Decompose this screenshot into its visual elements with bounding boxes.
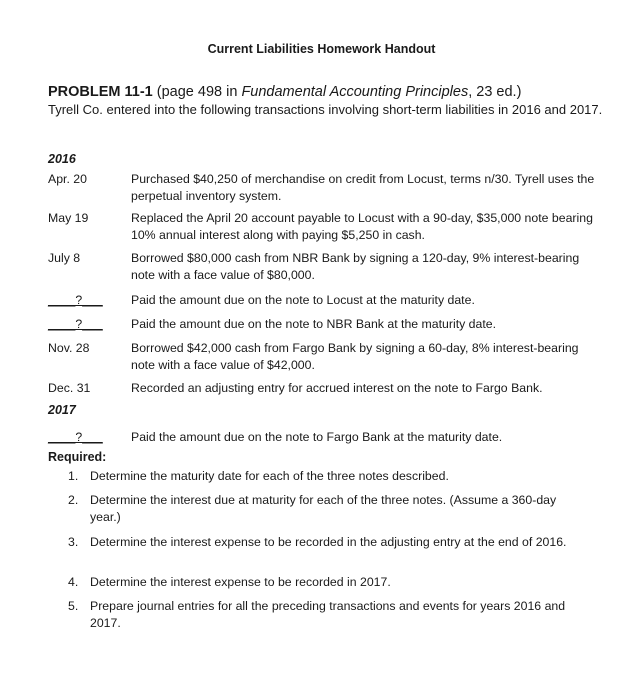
required-item-text: Determine the interest expense to be recorded in 2017. xyxy=(90,575,391,589)
problem-ref-after: , 23 ed.) xyxy=(468,84,522,100)
book-title: Fundamental Accounting Principles xyxy=(241,84,469,100)
required-item-text: Determine the interest due at maturity for each of the three notes. (Assume a 360-day year.) xyxy=(90,493,557,524)
transaction-text: Borrowed $80,000 cash from NBR Bank by signing a 120-day, 9% interest-bearing note with a face value of $80,000. xyxy=(131,251,580,282)
required-item-number: 4. xyxy=(68,575,79,589)
transaction-text: Paid the amount due on the note to Locust at the maturity date. xyxy=(131,293,475,307)
transaction-date-blank: ____?___ xyxy=(48,430,103,444)
problem-heading xyxy=(48,84,608,101)
problem-ref-before: (page 498 in xyxy=(152,84,242,100)
transaction-text: Borrowed $42,000 cash from Fargo Bank by signing a 60-day, 8% interest-bearing note with a face value of $42,000. xyxy=(131,341,579,372)
required-item-text: Determine the interest expense to be recorded in the adjusting entry at the end of 2016. xyxy=(90,535,567,549)
transaction-text: Recorded an adjusting entry for accrued interest on the note to Fargo Bank. xyxy=(131,381,543,395)
year-heading-2017: 2017 xyxy=(48,403,76,417)
required-item-number: 5. xyxy=(68,599,79,613)
transaction-date: Apr. 20 xyxy=(48,172,87,186)
problem-label: PROBLEM 11-1 xyxy=(48,84,153,100)
document-title: Current Liabilities Homework Handout xyxy=(207,42,436,56)
problem-header xyxy=(48,84,608,118)
transaction-text: Paid the amount due on the note to NBR Bank at the maturity date. xyxy=(131,317,497,331)
required-item-text: Determine the maturity date for each of the three notes described. xyxy=(90,469,449,483)
transaction-date-blank: ____?___ xyxy=(48,317,103,331)
required-item-number: 2. xyxy=(68,493,79,507)
transaction-date: May 19 xyxy=(48,211,89,225)
required-item-number: 3. xyxy=(68,535,79,549)
required-item-text: Prepare journal entries for all the preceding transactions and events for years 2016 and 2017. xyxy=(90,599,566,630)
transaction-text: Replaced the April 20 account payable to Locust with a 90-day, $35,000 note bearing 10% annual interest along with paying $5,250 in cash. xyxy=(131,211,593,242)
required-heading: Required: xyxy=(48,450,107,464)
transaction-date: Nov. 28 xyxy=(48,341,90,355)
transaction-text: Purchased $40,250 of merchandise on credit from Locust, terms n/30. Tyrell uses the perpetual inventory system. xyxy=(131,172,595,203)
transaction-date-blank: ____?___ xyxy=(48,293,103,307)
required-item-number: 1. xyxy=(68,469,79,483)
transaction-text: Paid the amount due on the note to Fargo Bank at the maturity date. xyxy=(131,430,503,444)
problem-description: Tyrell Co. entered into the following transactions involving short-term liabilities in 2016 and 2017. xyxy=(48,102,603,117)
transaction-date: July 8 xyxy=(48,251,81,265)
year-heading-2016: 2016 xyxy=(48,152,76,166)
transaction-date: Dec. 31 xyxy=(48,381,91,395)
